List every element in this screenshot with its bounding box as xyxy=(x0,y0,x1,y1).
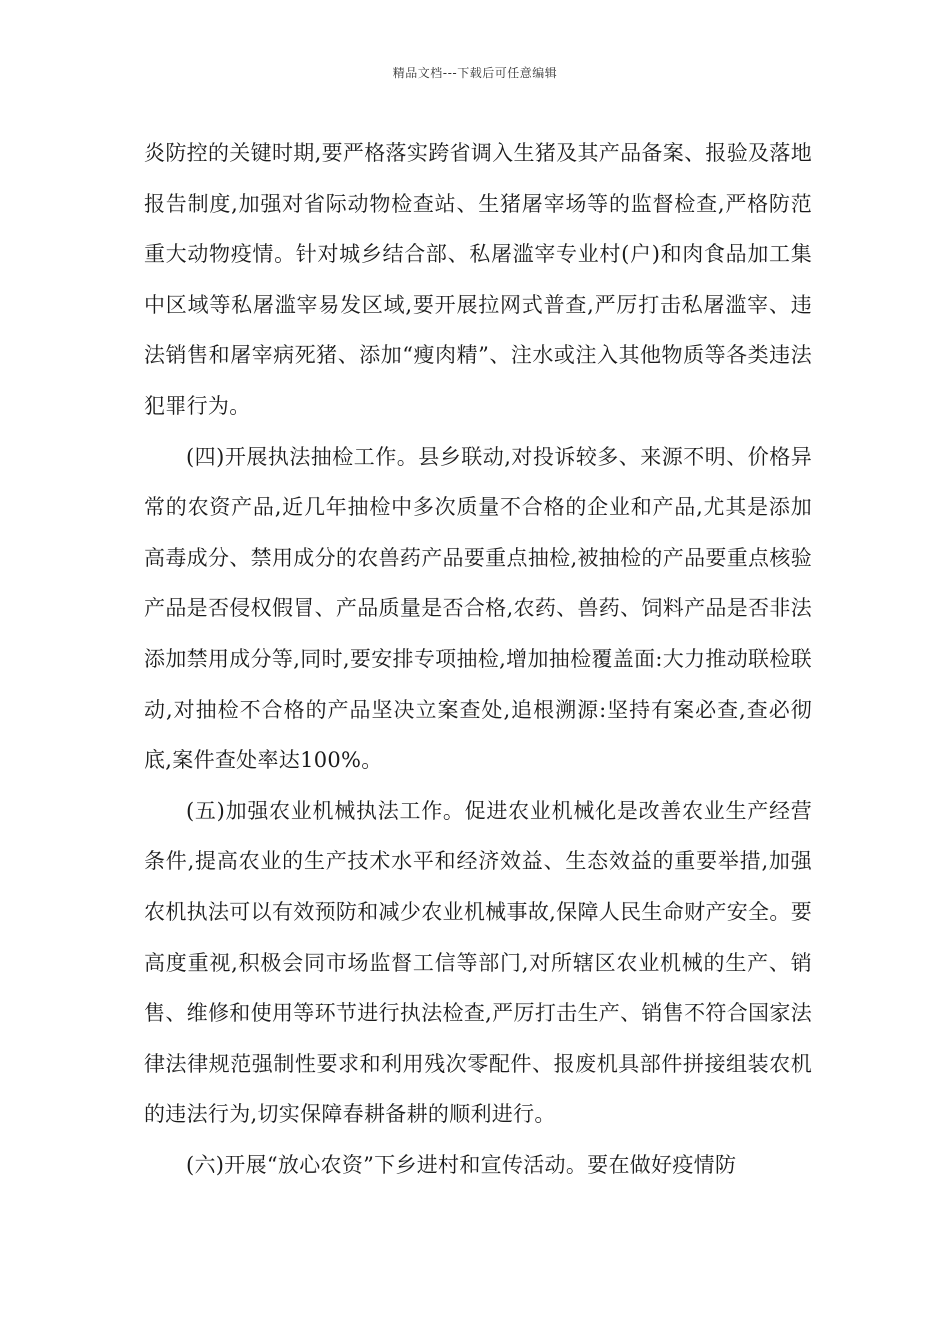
paragraph-3: (五)加强农业机械执法工作。促进农业机械化是改善农业生产经营条件,提高农业的生产技术水平和经济效益、生态效益的重要举措,加强农机执法可以有效预防和减少农业机械事故,保障人民生命财产安全。要高度重视,积极会同市场监督工信等部门,对所辖区农业机械的生产、销售、维修和使用等环节进行执法检查,严厉打击生产、销售不符合国家法律法律规范强制性要求和利用残次零配件、报废机具部件拼接组装农机的违法行为,切实保障春耕备耕的顺利进行。 xyxy=(144,798,812,1127)
paragraph-2: (四)开展执法抽检工作。县乡联动,对投诉较多、来源不明、价格异常的农资产品,近几年抽检中多次质量不合格的企业和产品,尤其是添加高毒成分、禁用成分的农兽药产品要重点抽检,被抽检的产品要重点核验产品是否侵权假冒、产品质量是否合格,农药、兽药、饲料产品是否非法添加禁用成分等,同时,要安排专项抽检,增加抽检覆盖面:大力推动联检联动,对抽检不合格的产品坚决立案查处,追根溯源:坚持有案必查,查必彻底,案件查处率达100%。 xyxy=(144,444,812,773)
paragraph-4: (六)开展“放心农资”下乡进村和宣传活动。要在做好疫情防 xyxy=(186,1152,737,1177)
paragraph-1: 炎防控的关键时期,要严格落实跨省调入生猪及其产品备案、报验及落地报告制度,加强对省际动物检查站、生猪屠宰场等的监督检查,严格防范重大动物疫情。针对城乡结合部、私屠滥宰专业村(户)和肉食品加工集中区域等私屠滥宰易发区域,要开展拉网式普查,严厉打击私屠滥宰、违法销售和屠宰病死猪、添加“瘦肉精”、注水或注入其他物质等各类违法犯罪行为。 xyxy=(144,141,812,418)
page-header: 精品文档---下载后可任意编辑 xyxy=(392,66,558,80)
body-text xyxy=(144,128,812,1190)
